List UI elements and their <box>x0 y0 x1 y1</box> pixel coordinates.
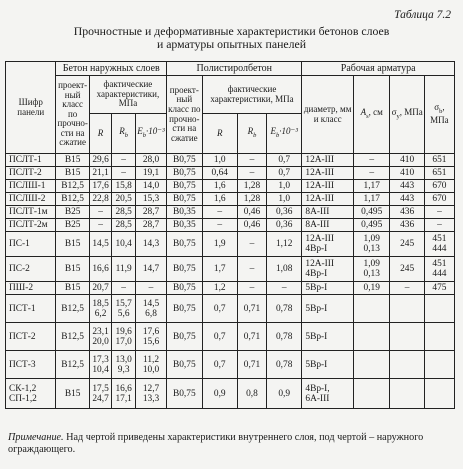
table-row <box>6 282 455 295</box>
cell-peb: 0,78 <box>266 351 301 379</box>
cell-rb: – <box>112 282 136 295</box>
cell-upper-value: 15,7 <box>115 298 132 309</box>
cell-upper-value: 19,6 <box>115 326 132 337</box>
cell-upper-value: 1,09 <box>363 234 380 244</box>
cell-pr: 1,6 <box>202 193 237 206</box>
cell-d: 5Вр-I <box>302 282 354 295</box>
cell-r: 17,6 <box>89 180 112 193</box>
cell-lower-value: 15,6 <box>142 336 160 347</box>
table-row <box>6 379 455 409</box>
cell-upper-value: 1,09 <box>363 259 380 269</box>
panel-name: ПС-2 <box>9 264 30 274</box>
cell-pcls: B0,75 <box>167 193 202 206</box>
panel-name: ПСЛТ-2м <box>9 220 48 230</box>
cell-prb: 0,71 <box>237 323 266 351</box>
panel-name: ПСЛШ-2 <box>9 194 46 204</box>
cell-sb <box>424 351 454 379</box>
cell-peb: 1,12 <box>266 232 301 257</box>
cell-panel-name <box>6 232 56 257</box>
cell-prb: – <box>237 282 266 295</box>
cell-cls: B15 <box>56 379 89 409</box>
cell-peb: 0,36 <box>266 206 301 219</box>
cell-lower-value: 444 <box>432 269 447 279</box>
cell-r-split <box>89 323 112 351</box>
cell-peb: – <box>266 282 301 295</box>
cell-eb: 14,7 <box>135 257 166 282</box>
cell-panel-name <box>6 154 56 167</box>
table-row <box>6 351 455 379</box>
table-row <box>6 219 455 232</box>
cell-panel-name <box>6 257 56 282</box>
cell-peb: 1,0 <box>266 193 301 206</box>
cell-prb: 1,28 <box>237 193 266 206</box>
panel-name: ПШ-2 <box>9 283 34 293</box>
cell-d: 5Вр-I <box>302 323 354 351</box>
cell-lower-value: 10,0 <box>142 364 160 375</box>
cell-prb: 0,71 <box>237 295 266 323</box>
header-design-class: проект-ный класс по прочно-сти на сжатие <box>56 76 89 154</box>
panel-name: ПСТ-1 <box>9 303 36 314</box>
cell-peb: 0,9 <box>266 379 301 409</box>
cell-eb: 28,7 <box>135 219 166 232</box>
caption-line-2: и арматуры опытных панелей <box>156 37 307 51</box>
cell-d-split <box>302 232 354 257</box>
cell-eb: 15,3 <box>135 193 166 206</box>
cell-sy: 410 <box>390 154 424 167</box>
cell-pcls: B0,35 <box>167 206 202 219</box>
cell-rb-split <box>112 295 136 323</box>
table-row <box>6 167 455 180</box>
header-eb: $E_b\cdot 10^{-3}$ <box>135 114 166 154</box>
cell-panel-name <box>6 379 56 409</box>
panel-name: ПСТ-3 <box>9 359 36 370</box>
cell-prb: 1,28 <box>237 180 266 193</box>
header-polystyrene: Полистиролбетон <box>167 62 302 76</box>
cell-pr: – <box>202 219 237 232</box>
cell-as <box>353 295 390 323</box>
cell-prb: – <box>237 167 266 180</box>
header-r: R <box>89 114 112 154</box>
cell-rb: 28,5 <box>112 206 136 219</box>
cell-as: – <box>353 154 390 167</box>
cell-as: – <box>353 167 390 180</box>
panel-name: ПСЛТ-1м <box>9 207 48 217</box>
cell-sy: 245 <box>390 232 424 257</box>
cell-d: 8А-III <box>302 219 354 232</box>
cell-upper-value: 17,3 <box>92 354 109 365</box>
table-row <box>6 323 455 351</box>
cell-as: 0,495 <box>353 219 390 232</box>
cell-eb-split <box>135 379 166 409</box>
cell-sy: 443 <box>390 180 424 193</box>
cell-cls: B15 <box>56 167 89 180</box>
cell-r: 22,8 <box>89 193 112 206</box>
cell-cls: B12,5 <box>56 295 89 323</box>
cell-sb <box>424 295 454 323</box>
cell-lower-value: 9,3 <box>117 364 130 375</box>
cell-r: 16,6 <box>89 257 112 282</box>
cell-as: 1,17 <box>353 180 390 193</box>
cell-pr: 0,7 <box>202 323 237 351</box>
cell-sb: 475 <box>424 282 454 295</box>
cell-lower-value: 0,13 <box>363 269 380 279</box>
cell-prb: – <box>237 232 266 257</box>
cell-rb: 10,4 <box>112 232 136 257</box>
panel-name: ПСЛШ-1 <box>9 181 46 191</box>
table-row <box>6 206 455 219</box>
cell-panel-name <box>6 193 56 206</box>
cell-cls: B12,5 <box>56 193 89 206</box>
cell-pr: 1,2 <box>202 282 237 295</box>
cell-upper-value: 451 <box>432 259 447 269</box>
cell-upper-value: 16,6 <box>115 383 132 394</box>
cell-panel-name <box>6 282 56 295</box>
properties-table <box>5 61 455 409</box>
cell-eb: 28,7 <box>135 206 166 219</box>
cell-pcls: B0,75 <box>167 295 202 323</box>
cell-lower-value: 17,1 <box>115 393 132 404</box>
cell-as-split <box>353 257 390 282</box>
cell-prb: 0,46 <box>237 219 266 232</box>
cell-prb: – <box>237 154 266 167</box>
cell-pr: 1,6 <box>202 180 237 193</box>
cell-prb: 0,46 <box>237 206 266 219</box>
cell-rb-split <box>112 323 136 351</box>
cell-cls: B15 <box>56 257 89 282</box>
cell-r-split <box>89 295 112 323</box>
cell-lower-value: 10,4 <box>92 364 109 375</box>
table-row <box>6 295 455 323</box>
cell-pr: 0,9 <box>202 379 237 409</box>
header-rebar: Рабочая арматура <box>302 62 455 76</box>
cell-sy: 436 <box>390 219 424 232</box>
cell-eb: 14,3 <box>135 232 166 257</box>
caption-line-1: Прочностные и деформативные характеристики бетонов слоев <box>73 24 390 38</box>
table-note <box>8 432 453 456</box>
cell-cls: B25 <box>56 219 89 232</box>
cell-eb: 14,0 <box>135 180 166 193</box>
cell-sy: 443 <box>390 193 424 206</box>
cell-lower-value: 6А-III <box>305 393 330 404</box>
cell-d-split <box>302 379 354 409</box>
cell-rb-split <box>112 351 136 379</box>
cell-rb: – <box>112 167 136 180</box>
cell-d: 8А-III <box>302 206 354 219</box>
cell-peb: 0,7 <box>266 154 301 167</box>
cell-eb: 28,0 <box>135 154 166 167</box>
cell-lower-value: 444 <box>432 244 447 254</box>
cell-peb: 1,08 <box>266 257 301 282</box>
cell-r: 14,5 <box>89 232 112 257</box>
cell-prb: 0,71 <box>237 351 266 379</box>
cell-lower-value: 17,0 <box>115 336 132 347</box>
cell-pr: 1,7 <box>202 257 237 282</box>
cell-rb: 20,5 <box>112 193 136 206</box>
cell-lower-value: 0,13 <box>363 244 380 254</box>
cell-upper-value: 17,5 <box>92 383 109 394</box>
cell-upper-value: 18,5 <box>92 298 109 309</box>
cell-lower-value: 6,2 <box>94 308 107 319</box>
cell-pcls: B0,75 <box>167 323 202 351</box>
cell-peb: 0,7 <box>266 167 301 180</box>
cell-sy <box>390 295 424 323</box>
cell-as-split <box>353 232 390 257</box>
panel-name: ПСТ-2 <box>9 331 36 342</box>
cell-rb: 28,5 <box>112 219 136 232</box>
cell-lower-value: 20,0 <box>92 336 109 347</box>
table-row <box>6 232 455 257</box>
header-cipher: Шифр панели <box>6 62 56 154</box>
cell-pr: 1,0 <box>202 154 237 167</box>
cell-r-split <box>89 351 112 379</box>
table-row <box>6 180 455 193</box>
cell-as: 1,17 <box>353 193 390 206</box>
cell-r: 29,6 <box>89 154 112 167</box>
cell-upper-value: 4Вр-I, <box>305 383 330 394</box>
cell-as: 0,19 <box>353 282 390 295</box>
cell-rb: – <box>112 154 136 167</box>
cell-cls: B12,5 <box>56 351 89 379</box>
cell-r-split <box>89 379 112 409</box>
cell-pr: – <box>202 206 237 219</box>
cell-pr: 0,7 <box>202 295 237 323</box>
cell-peb: 1,0 <box>266 180 301 193</box>
cell-prb: – <box>237 257 266 282</box>
cell-upper-value: 12А-III <box>305 259 335 269</box>
header-sigma-y: $\sigma_y$, МПа <box>390 76 424 154</box>
cell-d: 5Вр-I <box>302 295 354 323</box>
cell-upper-value: 23,1 <box>92 326 109 337</box>
cell-pcls: B0,75 <box>167 257 202 282</box>
cell-upper-value: 12,7 <box>142 383 160 394</box>
cell-peb: 0,78 <box>266 295 301 323</box>
panel-name: ПСЛТ-1 <box>9 155 42 165</box>
cell-pr: 1,9 <box>202 232 237 257</box>
cell-upper-value: 13,0 <box>115 354 132 365</box>
cell-r: – <box>89 206 112 219</box>
cell-rb: 11,9 <box>112 257 136 282</box>
cell-sb <box>424 379 454 409</box>
cell-pcls: B0,35 <box>167 219 202 232</box>
cell-sb: 670 <box>424 180 454 193</box>
cell-eb-split <box>135 323 166 351</box>
header-diameter-class: диаметр, мм и класс <box>302 76 354 154</box>
panel-name: ПС-1 <box>9 239 30 249</box>
cell-lower-value: 5,6 <box>117 308 130 319</box>
cell-rb-split <box>112 379 136 409</box>
cell-prb: 0,8 <box>237 379 266 409</box>
cell-rb: 15,8 <box>112 180 136 193</box>
cell-pcls: B0,75 <box>167 232 202 257</box>
cell-d: 12А-III <box>302 193 354 206</box>
cell-pcls: B0,75 <box>167 379 202 409</box>
cell-sy <box>390 379 424 409</box>
cell-panel-name <box>6 351 56 379</box>
cell-eb-split <box>135 351 166 379</box>
cell-pcls: B0,75 <box>167 154 202 167</box>
cell-panel-name <box>6 180 56 193</box>
header-sigma-b: $\sigma_b$, МПа <box>424 76 454 154</box>
cell-as: 0,495 <box>353 206 390 219</box>
cell-sb: 651 <box>424 154 454 167</box>
header-eb-poly: $E_b\cdot 10^{-3}$ <box>266 114 301 154</box>
table-row <box>6 154 455 167</box>
cell-eb: – <box>135 282 166 295</box>
header-as: $A_s$, см <box>353 76 390 154</box>
header-design-class-poly: проект-ный класс по прочно-сти на сжатие <box>167 76 202 154</box>
cell-d: 12А-III <box>302 154 354 167</box>
cell-sb <box>424 323 454 351</box>
header-outer-concrete: Бетон наружных слоев <box>56 62 167 76</box>
cell-cls: B15 <box>56 282 89 295</box>
table-row <box>6 257 455 282</box>
header-r-poly: R <box>202 114 237 154</box>
cell-sb: – <box>424 219 454 232</box>
cell-peb: 0,36 <box>266 219 301 232</box>
cell-r: 21,1 <box>89 167 112 180</box>
cell-cls: B15 <box>56 154 89 167</box>
cell-upper-value: 11,2 <box>142 354 160 365</box>
table-number: Таблица 7.2 <box>394 9 451 21</box>
table-caption <box>40 25 423 51</box>
panel-name: СК-1,2 <box>9 383 37 394</box>
header-rb-poly: $R_b$ <box>237 114 266 154</box>
cell-as <box>353 351 390 379</box>
table-body <box>6 154 455 409</box>
cell-eb: 19,1 <box>135 167 166 180</box>
cell-lower-value: 24,7 <box>92 393 109 404</box>
note-text: Над чертой приведены характеристики внутреннего слоя, под чертой – наружного ограждающего. <box>8 432 424 455</box>
cell-sb-split <box>424 257 454 282</box>
cell-d: 12А-III <box>302 180 354 193</box>
cell-sb: – <box>424 206 454 219</box>
cell-sy <box>390 351 424 379</box>
cell-as <box>353 323 390 351</box>
cell-panel-name <box>6 323 56 351</box>
cell-lower-value: 13,3 <box>142 393 160 404</box>
cell-upper-value: 451 <box>432 234 447 244</box>
cell-cls: B25 <box>56 206 89 219</box>
cell-d: 5Вр-I <box>302 351 354 379</box>
cell-panel-name <box>6 295 56 323</box>
cell-pcls: B0,75 <box>167 351 202 379</box>
cell-sb: 670 <box>424 193 454 206</box>
cell-sy <box>390 323 424 351</box>
cell-r: 20,7 <box>89 282 112 295</box>
cell-lower-value: 4Вр-I <box>305 244 328 254</box>
cell-sy: 436 <box>390 206 424 219</box>
cell-r: – <box>89 219 112 232</box>
panel-name: ПСЛТ-2 <box>9 168 42 178</box>
cell-pr: 0,7 <box>202 351 237 379</box>
cell-panel-name <box>6 167 56 180</box>
cell-sb-split <box>424 232 454 257</box>
cell-pcls: B0,75 <box>167 167 202 180</box>
cell-pcls: B0,75 <box>167 180 202 193</box>
cell-sy: – <box>390 282 424 295</box>
cell-panel-name <box>6 206 56 219</box>
header-rb: $R_b$ <box>112 114 136 154</box>
table-row <box>6 193 455 206</box>
cell-lower-value: 6,8 <box>145 308 157 319</box>
cell-pr: 0,64 <box>202 167 237 180</box>
cell-lower-value: 4Вр-I <box>305 269 328 279</box>
cell-upper-value: 17,6 <box>142 326 160 337</box>
cell-panel-name <box>6 219 56 232</box>
note-label: Примечание. <box>8 432 64 443</box>
cell-as <box>353 379 390 409</box>
cell-cls: B12,5 <box>56 323 89 351</box>
cell-upper-value: 14,5 <box>142 298 160 309</box>
header-actual-mpa-poly: фактические характеристики, МПа <box>202 76 302 114</box>
cell-d: 12А-III <box>302 167 354 180</box>
cell-pcls: B0,75 <box>167 282 202 295</box>
cell-d-split <box>302 257 354 282</box>
panel-name-second: СП-1,2 <box>9 393 37 404</box>
cell-upper-value: 12А-III <box>305 234 335 244</box>
cell-peb: 0,78 <box>266 323 301 351</box>
cell-cls: B15 <box>56 232 89 257</box>
cell-sb: 651 <box>424 167 454 180</box>
cell-eb-split <box>135 295 166 323</box>
cell-sy: 410 <box>390 167 424 180</box>
cell-sy: 245 <box>390 257 424 282</box>
header-actual-mpa: фактические характеристики, МПа <box>89 76 166 114</box>
cell-cls: B12,5 <box>56 180 89 193</box>
